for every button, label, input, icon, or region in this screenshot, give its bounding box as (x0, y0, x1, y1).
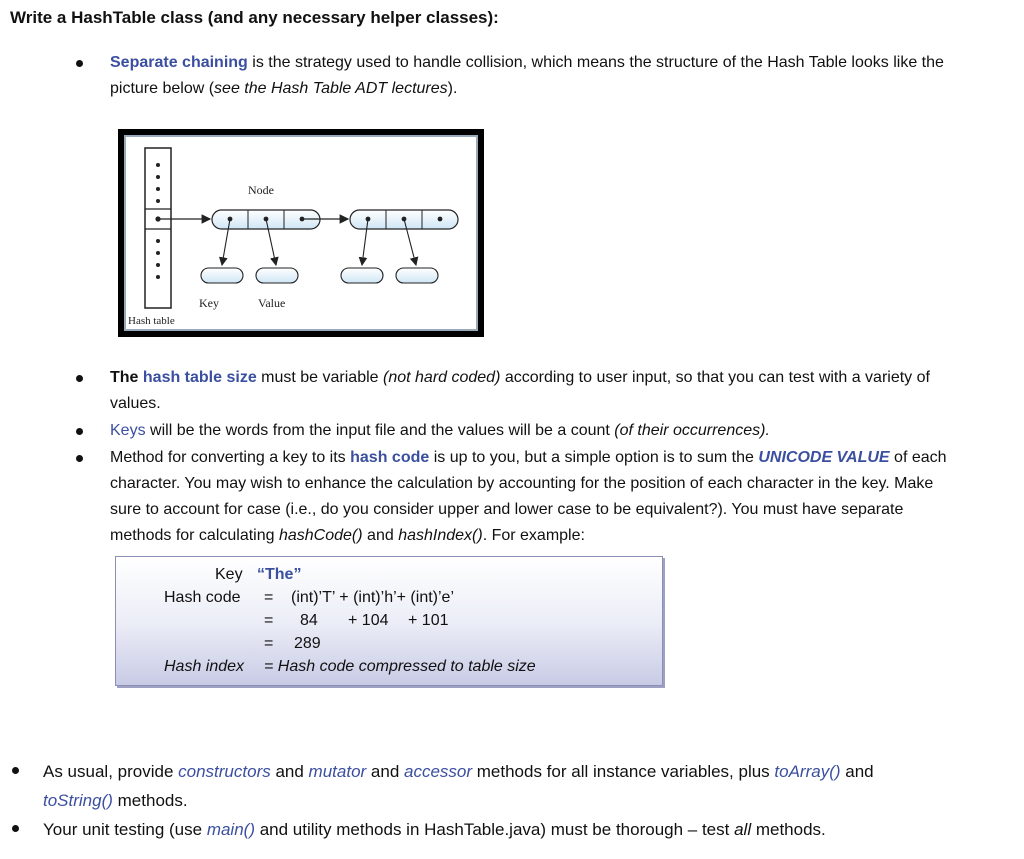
term-keys: Keys (110, 422, 146, 439)
bullet-dot (12, 825, 19, 832)
example-row-4: = Hash code compressed to table size (264, 658, 536, 675)
label-node: Node (248, 183, 274, 197)
example-hashindex-label: Hash index (164, 658, 245, 675)
page-heading: Write a HashTable class (and any necessary helper classes): (10, 8, 499, 27)
hash-table-figure (118, 129, 484, 337)
example-key-value: “The” (257, 566, 302, 583)
key-1 (201, 268, 243, 283)
term-separate-chaining: Separate chaining (110, 54, 248, 71)
bullet-separate-chaining: Separate chaining is the strategy used to handle collision, which means the structure of the Hash Table looks like the picture below (see the Hash Table ADT lectures). (110, 54, 944, 97)
separate-chaining-diagram (126, 137, 476, 329)
example-row-3: 289 (294, 635, 321, 652)
bullet-table-size: The hash table size must be variable (not hard coded) according to user input, so that you can test with a variety of values. (110, 369, 930, 412)
label-key: Key (199, 296, 219, 310)
bullet-dot (76, 60, 83, 67)
example-row-1: (int)’T’ + (int)’h’+ (int)’e’ (291, 589, 454, 606)
hash-table-array (145, 148, 171, 308)
bullet-unit-testing: Your unit testing (use main() and utility methods in HashTable.java) must be thorough – test all methods. (43, 820, 826, 839)
label-hash-table: Hash table (128, 315, 175, 327)
term-unicode-value: UNICODE VALUE (758, 449, 890, 466)
bullet-keys: Keys will be the words from the input file and the values will be a count (of their occurrences). (110, 422, 770, 439)
example-key-label: Key (215, 566, 243, 583)
bullet-dot (76, 455, 83, 462)
value-1 (256, 268, 298, 283)
bullet-dot (76, 428, 83, 435)
term-hash-table-size: hash table size (142, 369, 257, 386)
label-value: Value (258, 296, 286, 310)
example-hashcode-label: Hash code (164, 589, 241, 606)
bullet-dot (76, 375, 83, 382)
term-hash-code: hash code (350, 449, 430, 466)
value-2 (396, 268, 438, 283)
bullet-dot (12, 767, 19, 774)
key-2 (341, 268, 383, 283)
hash-example-box: Key “The” Hash code = (int)’T’ + (int)’h’+ (int)’e’ = 84 + 104 + 101 = 289 Hash index = Hash code compressed to table size (115, 556, 663, 686)
bullet-constructors: As usual, provide constructors and mutator and accessor methods for all instance variables, plus toArray() and toString() methods. (43, 762, 874, 810)
bullet-hash-method: Method for converting a key to its hash code is up to you, but a simple option is to sum the UNICODE VALUE of each character. You may wish to enhance the calculation by accounting for the position of each character in the key. Make sure to account for case (i.e., do you consider upper and lower case to be equivalent?). You must have separate methods for calculating hashCode() and hashIndex(). For example: (110, 449, 947, 544)
